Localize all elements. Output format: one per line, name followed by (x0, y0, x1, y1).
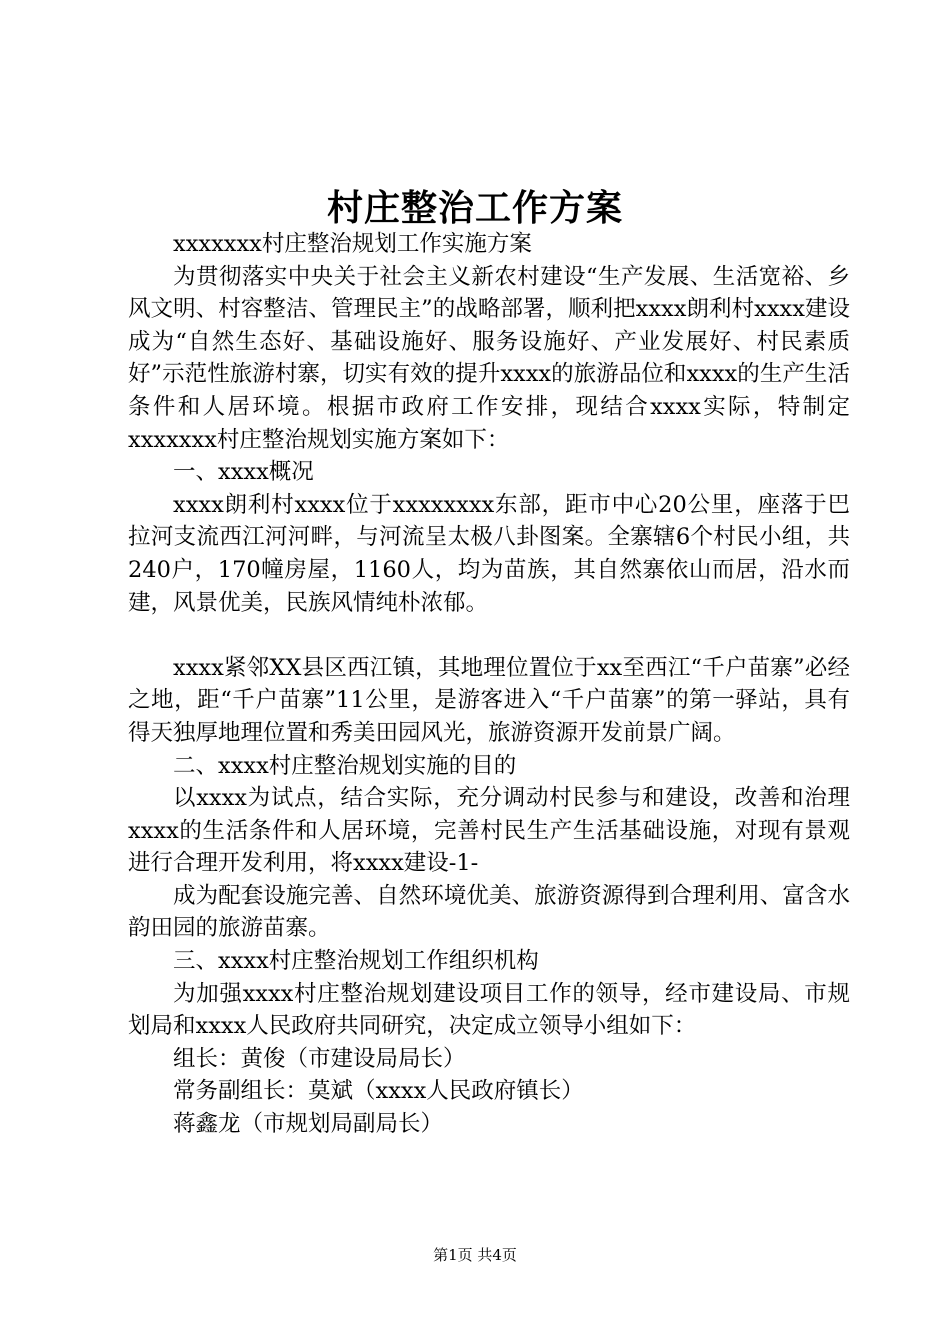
page-footer: 第1页 共4页 (433, 1246, 517, 1264)
document-body (128, 228, 850, 1141)
overview-paragraph-1: xxxx朗利村xxxx位于xxxxxxxx东部，距市中心20公里，座落于巴拉河支流西江河河畔，与河流呈太极八卦图案。全寨辖6个村民小组，共240户，170幢房屋，1160人，均为苗族，其自然寨依山而居，沿水而建，风景优美，民族风情纯朴浓郁。 (128, 491, 850, 616)
member-line-leader: 组长：黄俊（市建设局局长） (173, 1045, 466, 1072)
overview-paragraph-2: xxxx紧邻XX县区西江镇，其地理位置位于xx至西江“千户苗寨”必经之地，距“千户苗寨”11公里，是游客进入“千户苗寨”的第一驿站，具有得天独厚地理位置和秀美田园风光，旅游资源开发前景广阔。 (128, 654, 850, 746)
section-heading-overview: 一、xxxx概况 (173, 459, 314, 486)
organization-paragraph: 为加强xxxx村庄整治规划建设项目工作的领导，经市建设局、市规划局和xxxx人民政府共同研究，决定成立领导小组如下： (128, 980, 850, 1040)
paragraph-spacer (128, 619, 850, 652)
purpose-paragraph-2: 成为配套设施完善、自然环境优美、旅游资源得到合理利用、富含水韵田园的旅游苗寨。 (128, 882, 850, 942)
section-heading-purpose: 二、xxxx村庄整治规划实施的目的 (173, 752, 517, 779)
intro-paragraph: 为贯彻落实中央关于社会主义新农村建设“生产发展、生活宽裕、乡风文明、村容整洁、管理民主”的战略部署，顺利把xxxx朗利村xxxx建设成为“自然生态好、基础设施好、服务设施好、产业发展好、村民素质好”示范性旅游村寨，切实有效的提升xxxx的旅游品位和xxxx的生产生活条件和人居环境。根据市政府工作安排，现结合xxxx实际，特制定xxxxxxx村庄整治规划实施方案如下： (128, 263, 850, 453)
section-heading-organization: 三、xxxx村庄整治规划工作组织机构 (173, 948, 539, 975)
purpose-paragraph-1: 以xxxx为试点，结合实际，充分调动村民参与和建设，改善和治理xxxx的生活条件和人居环境，完善村民生产生活基础设施，对现有景观进行合理开发利用，将xxxx建设-1- (128, 785, 850, 877)
subtitle-paragraph: xxxxxxx村庄整治规划工作实施方案 (173, 231, 532, 257)
document-title: 村庄整治工作方案 (326, 187, 623, 229)
member-line-deputy: 常务副组长：莫斌（xxxx人民政府镇长） (173, 1078, 584, 1105)
member-line-member: 蒋鑫龙（市规划局副局长） (173, 1111, 444, 1138)
